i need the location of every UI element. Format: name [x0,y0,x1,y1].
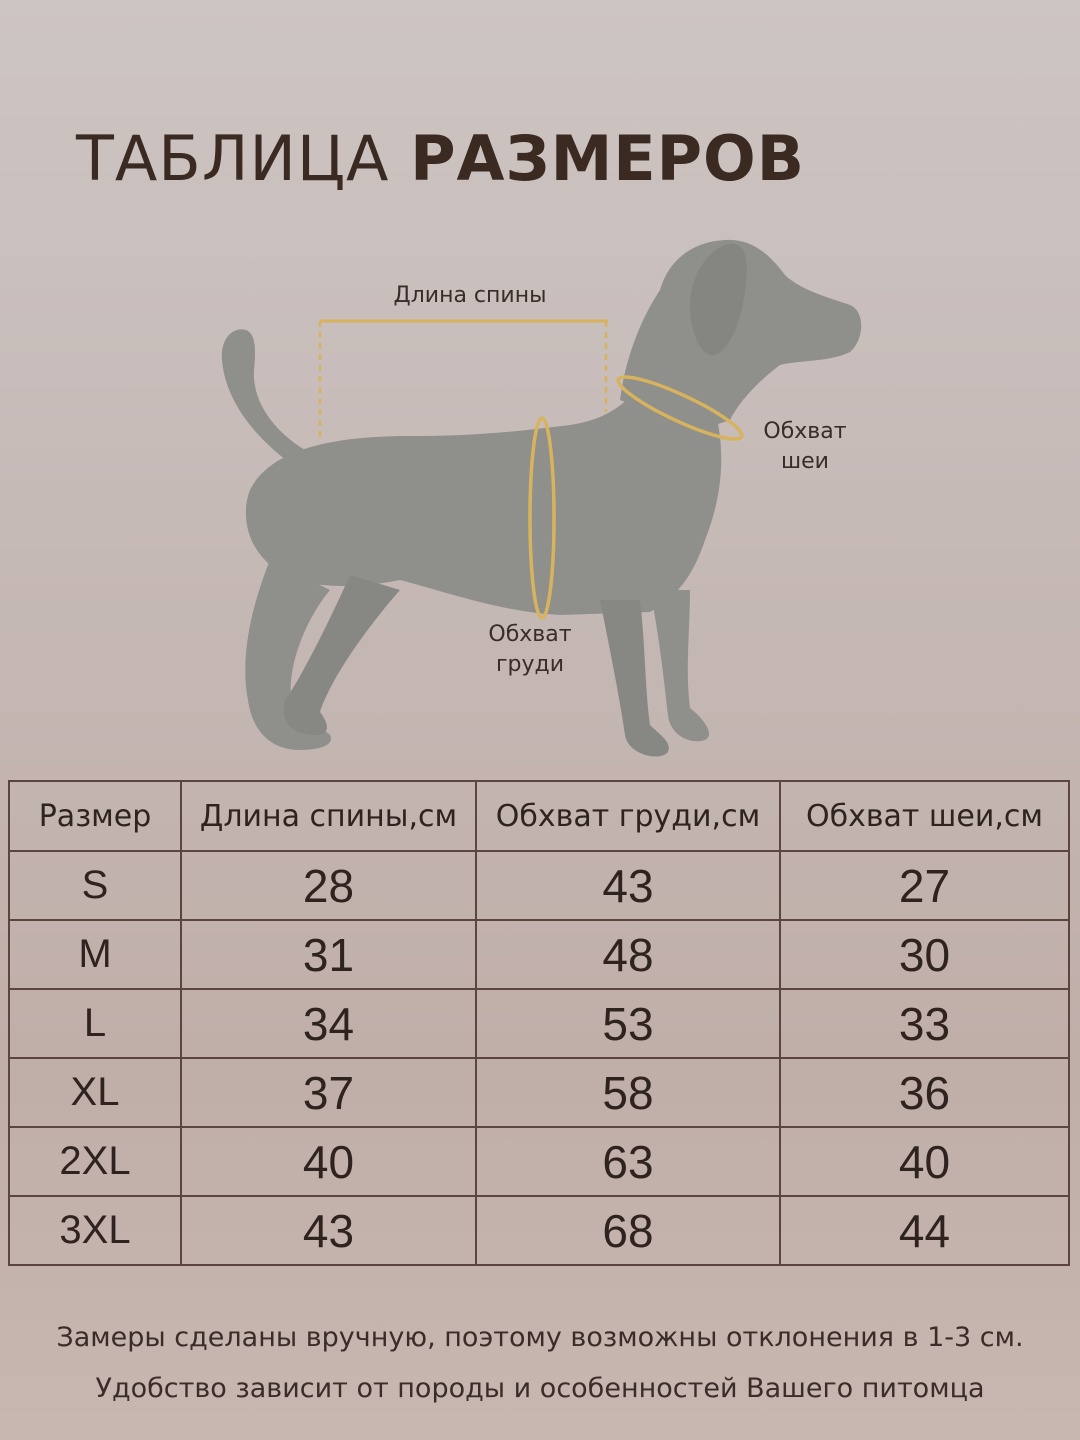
table-row [9,1127,1069,1196]
size-cell: 2XL [9,1127,181,1196]
header-chest-girth: Обхват груди,см [476,781,780,851]
neck-label-line1: Обхват [763,419,847,444]
title-bold: РАЗМЕРОВ [410,122,806,195]
chest-label-line2: груди [495,652,565,677]
back-length-cell: 40 [181,1127,476,1196]
header-size: Размер [9,781,181,851]
note-comfort: Удобство зависит от породы и особенностей Вашего питомца [95,1373,985,1404]
back-length-cell: 34 [181,989,476,1058]
size-cell: L [9,989,181,1058]
chest-girth-cell: 43 [476,851,780,920]
chest-girth-cell: 68 [476,1196,780,1265]
table-row [9,851,1069,920]
chest-girth-cell: 48 [476,920,780,989]
chest-girth-label [470,620,590,680]
back-length-cell: 28 [181,851,476,920]
table-row [9,1196,1069,1265]
size-cell: 3XL [9,1196,181,1265]
back-length-cell: 31 [181,920,476,989]
title-light: ТАБЛИЦА [76,122,390,195]
back-length-cell: 37 [181,1058,476,1127]
header-neck-girth: Обхват шеи,см [780,781,1069,851]
neck-girth-cell: 27 [780,851,1069,920]
chest-girth-cell: 58 [476,1058,780,1127]
neck-girth-cell: 44 [780,1196,1069,1265]
back-length-cell: 43 [181,1196,476,1265]
neck-girth-cell: 33 [780,989,1069,1058]
back-length-label: Длина спины [393,283,547,308]
chest-girth-cell: 53 [476,989,780,1058]
chest-label-line1: Обхват [488,622,572,647]
size-cell: S [9,851,181,920]
neck-girth-cell: 36 [780,1058,1069,1127]
chest-girth-cell: 63 [476,1127,780,1196]
neck-girth-cell: 40 [780,1127,1069,1196]
neck-label-line2: шеи [781,449,829,474]
size-cell: M [9,920,181,989]
size-table [8,780,1070,1266]
size-cell: XL [9,1058,181,1127]
table-row [9,1058,1069,1127]
neck-girth-cell: 30 [780,920,1069,989]
header-back-length: Длина спины,см [181,781,476,851]
back-length-marker [320,321,608,440]
table-row [9,920,1069,989]
table-header-row [9,781,1069,851]
table-row [9,989,1069,1058]
neck-girth-label [745,417,865,477]
note-measurement-deviation: Замеры сделаны вручную, поэтому возможны отклонения в 1-3 см. [56,1322,1024,1353]
